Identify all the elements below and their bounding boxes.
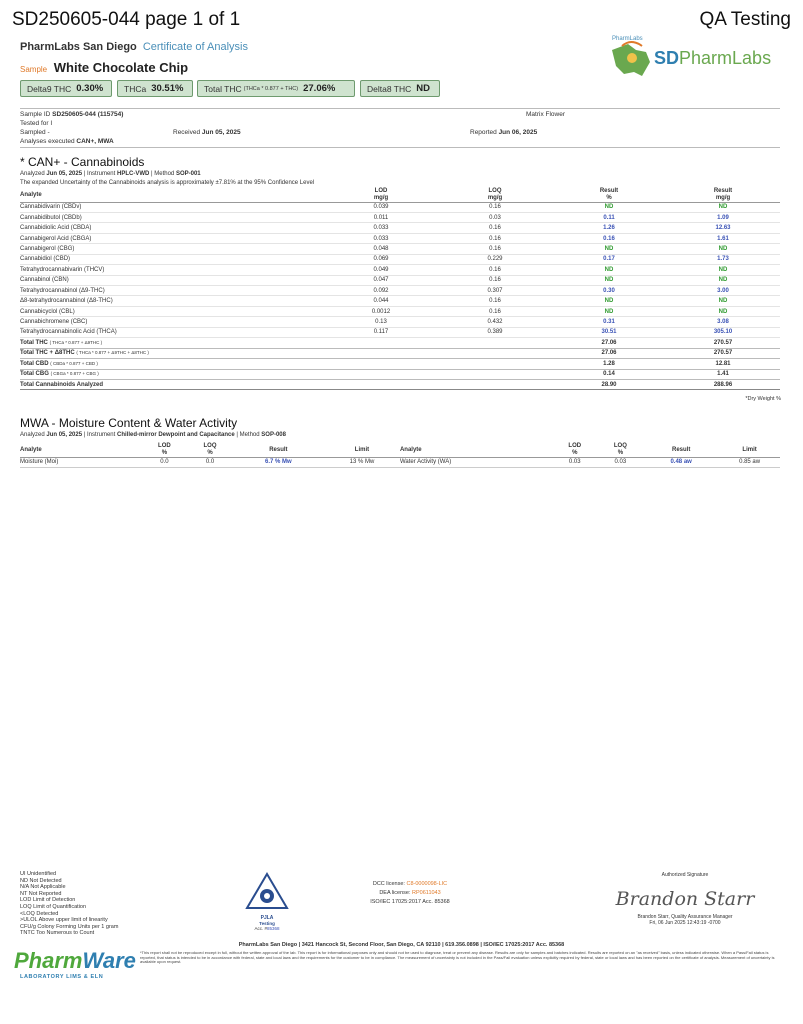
cell-analyte: Cannabidiol (CBD) bbox=[20, 254, 324, 264]
lab-name: PharmLabs San Diego bbox=[20, 41, 137, 53]
pjla-badge bbox=[232, 872, 302, 930]
cell-result: 0.48 aw bbox=[643, 457, 719, 467]
table-header bbox=[20, 443, 780, 457]
col-loq: LOQ % bbox=[187, 443, 233, 457]
received: Received Jun 05, 2025 bbox=[173, 129, 241, 136]
cell-result-pct: ND bbox=[552, 265, 666, 275]
cell-result-mg: ND bbox=[666, 202, 780, 212]
table-row bbox=[20, 212, 780, 222]
total-name: Total CBD bbox=[20, 360, 49, 367]
cell-analyte: Cannabicyclol (CBL) bbox=[20, 306, 324, 316]
col-analyte: Analyte bbox=[400, 443, 552, 457]
col-lod: LOD % bbox=[142, 443, 188, 457]
cell-total-mg: 1.41 bbox=[666, 369, 780, 379]
cell-lod: 0.044 bbox=[324, 296, 438, 306]
col-result: Result bbox=[643, 443, 719, 457]
pill-delta9-thc: Delta9 THC 0.30% bbox=[20, 80, 112, 97]
pill-thca: THCa 30.51% bbox=[117, 80, 193, 97]
footer-address: PharmLabs San Diego | 3421 Hancock St, Second Floor, San Diego, CA 92110 | 619.356.0898 | ISO/IEC 17025:2017 Acc. 85368 bbox=[238, 942, 565, 948]
cell-empty bbox=[324, 359, 438, 369]
cannabinoids-table bbox=[20, 188, 780, 390]
total-name: Total THC + Δ8THC bbox=[20, 350, 75, 357]
cell-lod: 0.03 bbox=[552, 457, 598, 467]
mwa-title: MWA - Moisture Content & Water Activity bbox=[20, 416, 238, 430]
table-row bbox=[20, 296, 780, 306]
cell-result-mg: 3.08 bbox=[666, 317, 780, 327]
cell-analyte: Cannabidivarin (CBDv) bbox=[20, 202, 324, 212]
legend-item: >ULOL Above upper limit of linearity bbox=[20, 917, 108, 924]
cell-analyte: Cannabidiolic Acid (CBDA) bbox=[20, 223, 324, 233]
cell-analyte: Cannabigerol (CBG) bbox=[20, 244, 324, 254]
pjla-acc: Acc. #85368 bbox=[254, 926, 280, 931]
cell-empty bbox=[438, 348, 552, 358]
dry-weight-note: *Dry Weight % bbox=[745, 396, 781, 402]
cell-result-pct: ND bbox=[552, 306, 666, 316]
total-row bbox=[20, 379, 780, 389]
cell-result-pct: ND bbox=[552, 275, 666, 285]
cell-result-pct: 30.51 bbox=[552, 327, 666, 337]
cell-loq: 0.16 bbox=[438, 233, 552, 243]
cell-total-name bbox=[20, 338, 324, 348]
cell-analyte: Δ8-tetrahydrocannabinol (Δ8-THC) bbox=[20, 296, 324, 306]
table-row bbox=[20, 275, 780, 285]
cell-total-mg: 288.96 bbox=[666, 379, 780, 389]
sample-id: Sample ID SD250605-044 (115754) bbox=[20, 111, 124, 118]
cell-result-mg: 12.63 bbox=[666, 223, 780, 233]
total-row bbox=[20, 369, 780, 379]
total-row bbox=[20, 338, 780, 348]
legend-item: ND Not Detected bbox=[20, 877, 62, 884]
cell-result-mg: 1.09 bbox=[666, 212, 780, 222]
cell-loq: 0.0 bbox=[187, 457, 233, 467]
cell-analyte: Cannabidibutol (CBDb) bbox=[20, 212, 324, 222]
cell-lod: 0.039 bbox=[324, 202, 438, 212]
pharmware-logo: PharmWare LABORATORY LIMS & ELN bbox=[14, 948, 136, 980]
sdpharmlabs-logo bbox=[606, 36, 781, 82]
tested-for: Tested for I bbox=[20, 120, 53, 127]
legend-item: UI Unidentified bbox=[20, 871, 57, 877]
abbreviation-legend bbox=[20, 871, 118, 937]
cell-analyte: Moisture (Moi) bbox=[20, 457, 142, 467]
cell-lod: 0.011 bbox=[324, 212, 438, 222]
table-row bbox=[20, 223, 780, 233]
cell-total-name bbox=[20, 359, 324, 369]
pjla-name: PJLA bbox=[260, 915, 274, 921]
table-row bbox=[20, 254, 780, 264]
table-row bbox=[20, 317, 780, 327]
cannabinoids-title: * CAN+ - Cannabinoids bbox=[20, 155, 145, 169]
cell-empty bbox=[438, 379, 552, 389]
cell-result-pct: 0.11 bbox=[552, 212, 666, 222]
table-row bbox=[20, 233, 780, 243]
licenses bbox=[340, 880, 480, 907]
legend-item: CFU/g Colony Forming Units per 1 gram bbox=[20, 923, 119, 930]
col-analyte: Analyte bbox=[20, 188, 324, 202]
coa-label: Certificate of Analysis bbox=[142, 41, 248, 53]
col-result: Result bbox=[233, 443, 324, 457]
cell-loq: 0.16 bbox=[438, 296, 552, 306]
cell-result-pct: 0.16 bbox=[552, 233, 666, 243]
cell-analyte: Cannabichromene (CBC) bbox=[20, 317, 324, 327]
cell-loq: 0.03 bbox=[598, 457, 644, 467]
signature-date: Fri, 06 Jun 2025 12:43:19 -0700 bbox=[649, 920, 721, 926]
cell-lod: 0.033 bbox=[324, 233, 438, 243]
pjla-accreditation-icon bbox=[245, 872, 289, 910]
col-loq: LOQ % bbox=[598, 443, 644, 457]
cell-result-mg: ND bbox=[666, 265, 780, 275]
signature-block bbox=[595, 872, 775, 926]
legend-item: LOQ Limit of Quantification bbox=[20, 903, 87, 910]
cell-total-mg: 12.81 bbox=[666, 359, 780, 369]
logo-badge: PharmLabs bbox=[612, 36, 643, 42]
cell-loq: 0.16 bbox=[438, 265, 552, 275]
cell-result: 6.7 % Mw bbox=[233, 457, 324, 467]
cell-empty bbox=[438, 369, 552, 379]
cell-limit: 0.85 aw bbox=[719, 457, 780, 467]
col-result-pct: Result % bbox=[552, 188, 666, 202]
cell-loq: 0.389 bbox=[438, 327, 552, 337]
table-row bbox=[20, 244, 780, 254]
col-analyte: Analyte bbox=[20, 443, 142, 457]
cell-total-pct: 28.90 bbox=[552, 379, 666, 389]
qa-testing-title: QA Testing bbox=[699, 9, 791, 30]
matrix: Matrix Flower bbox=[526, 111, 566, 118]
table-header bbox=[20, 188, 780, 202]
divider bbox=[20, 147, 780, 148]
signature-label: Authorized Signature bbox=[661, 872, 709, 878]
cell-lod: 0.048 bbox=[324, 244, 438, 254]
col-result-mg: Result mg/g bbox=[666, 188, 780, 202]
cell-total-name bbox=[20, 379, 324, 389]
pill-total-thc: Total THC (THCa * 0.877 + THC) 27.06% bbox=[197, 80, 355, 97]
pill-delta8-thc: Delta8 THC ND bbox=[360, 80, 440, 97]
total-formula: ( CBDa * 0.877 + CBD ) bbox=[50, 360, 98, 366]
sample-line bbox=[20, 60, 188, 75]
col-lod: LOD % bbox=[552, 443, 598, 457]
table-row bbox=[20, 327, 780, 337]
legend-item: <LOQ Detected bbox=[20, 910, 59, 917]
cell-analyte: Tetrahydrocannabinolic Acid (THCA) bbox=[20, 327, 324, 337]
cell-result-pct: 1.26 bbox=[552, 223, 666, 233]
mwa-table bbox=[20, 443, 780, 468]
divider bbox=[20, 108, 780, 109]
mwa-analysis-info: Analyzed Jun 05, 2025 | Instrument Chilled-mirror Dewpoint and Capacitance | Method SOP-008 bbox=[20, 432, 286, 438]
col-limit: Limit bbox=[324, 443, 400, 457]
analyses-executed: Analyses executed CAN+, MWA bbox=[20, 138, 114, 145]
cell-analyte: Tetrahydrocannabinol (Δ9-THC) bbox=[20, 286, 324, 296]
total-formula: ( THCa * 0.877 + Δ9THC ) bbox=[49, 339, 103, 345]
disclaimer: *This report shall not be reproduced except in full, without the written approval of the lab. This report is for informational purposes only and should not be used to diagnose, treat or prevent any disease. Results are only for samples and batches indicated. Results are reported on an "as received" basis, unless indicated otherwise. When a Pass/Fail status is reported, that status is intended to be in accordance with federal, state and local laws and the requirements for the customer to be in compliance. The measurement of uncertainty is not included in the Pass/Fail evaluation unless explicitly required by federal, state or local laws and has been reported on the certificate of analysis. Measurement of uncertainty is available upon request. bbox=[140, 950, 775, 965]
sample-label: Sample bbox=[20, 65, 48, 74]
table-row bbox=[20, 265, 780, 275]
legend-item: NT Not Reported bbox=[20, 890, 62, 897]
logo-text: SDPharmLabs bbox=[654, 48, 772, 68]
cannabinoids-analysis-info: Analyzed Jun 05, 2025 | Instrument HPLC-VWD | Method SOP-001 bbox=[20, 171, 201, 177]
cell-lod: 0.0012 bbox=[324, 306, 438, 316]
dea-license: DEA license: RP0611043 bbox=[379, 890, 441, 896]
cell-result-pct: 0.30 bbox=[552, 286, 666, 296]
cell-result-pct: 0.17 bbox=[552, 254, 666, 264]
table-row bbox=[20, 286, 780, 296]
cell-empty bbox=[324, 338, 438, 348]
cell-result-pct: ND bbox=[552, 244, 666, 254]
pjla-sub: Testing bbox=[259, 921, 275, 926]
table-row bbox=[20, 202, 780, 212]
cell-lod: 0.13 bbox=[324, 317, 438, 327]
total-name: Total CBG bbox=[20, 371, 49, 378]
cell-result-mg: 1.61 bbox=[666, 233, 780, 243]
total-row bbox=[20, 348, 780, 358]
cell-result-mg: ND bbox=[666, 306, 780, 316]
lab-line bbox=[20, 41, 248, 53]
california-map-icon bbox=[606, 36, 656, 82]
cell-total-name bbox=[20, 369, 324, 379]
legend-item: TNTC Too Numerous to Count bbox=[20, 930, 95, 937]
cell-lod: 0.092 bbox=[324, 286, 438, 296]
cell-limit: 13 % Mw bbox=[324, 457, 400, 467]
cell-total-pct: 1.28 bbox=[552, 359, 666, 369]
table-row bbox=[20, 457, 780, 467]
cell-total-pct: 0.14 bbox=[552, 369, 666, 379]
cannabinoids-body bbox=[20, 202, 780, 390]
cell-empty bbox=[324, 379, 438, 389]
total-name: Total THC bbox=[20, 339, 48, 346]
sampled: Sampled - bbox=[20, 129, 50, 136]
cell-loq: 0.16 bbox=[438, 244, 552, 254]
cell-analyte: Tetrahydrocannabivarin (THCV) bbox=[20, 265, 324, 275]
legend-item: N/A Not Applicable bbox=[20, 884, 66, 891]
cell-result-mg: 3.00 bbox=[666, 286, 780, 296]
total-name: Total Cannabinoids Analyzed bbox=[20, 381, 104, 388]
cell-lod: 0.047 bbox=[324, 275, 438, 285]
cell-result-pct: ND bbox=[552, 202, 666, 212]
cell-lod: 0.049 bbox=[324, 265, 438, 275]
col-loq: LOQ mg/g bbox=[438, 188, 552, 202]
cell-result-mg: 305.10 bbox=[666, 327, 780, 337]
cell-total-mg: 270.57 bbox=[666, 338, 780, 348]
cell-loq: 0.16 bbox=[438, 223, 552, 233]
cell-loq: 0.16 bbox=[438, 202, 552, 212]
cell-empty bbox=[438, 359, 552, 369]
cell-analyte: Cannabinol (CBN) bbox=[20, 275, 324, 285]
cell-total-name bbox=[20, 348, 324, 358]
sample-name: White Chocolate Chip bbox=[53, 60, 189, 75]
cell-result-mg: 1.73 bbox=[666, 254, 780, 264]
cell-total-mg: 270.57 bbox=[666, 348, 780, 358]
cell-loq: 0.229 bbox=[438, 254, 552, 264]
legend-item: LOD Limit of Detection bbox=[20, 897, 76, 904]
dcc-license: DCC license: C8-0000098-LIC bbox=[372, 881, 448, 887]
cell-empty bbox=[324, 348, 438, 358]
cell-result-mg: ND bbox=[666, 296, 780, 306]
document-title: SD250605-044 page 1 of 1 bbox=[12, 9, 241, 30]
cell-lod: 0.0 bbox=[142, 457, 188, 467]
cell-result-mg: ND bbox=[666, 275, 780, 285]
cell-total-pct: 27.06 bbox=[552, 338, 666, 348]
cell-analyte: Cannabigerol Acid (CBGA) bbox=[20, 233, 324, 243]
cell-lod: 0.117 bbox=[324, 327, 438, 337]
cell-analyte: Water Activity (WA) bbox=[400, 457, 552, 467]
iso-license: ISO/IEC 17025:2017 Acc. 85368 bbox=[370, 899, 450, 905]
cell-lod: 0.069 bbox=[324, 254, 438, 264]
handwritten-signature: Brandon Starr bbox=[615, 888, 755, 910]
total-formula: ( THCa * 0.877 + Δ9THC + Δ8THC ) bbox=[76, 350, 149, 356]
signer-name: Brandon Starr, Quality Assurance Manager bbox=[637, 914, 733, 920]
cell-lod: 0.033 bbox=[324, 223, 438, 233]
cell-result-pct: 0.31 bbox=[552, 317, 666, 327]
col-limit: Limit bbox=[719, 443, 780, 457]
cell-loq: 0.16 bbox=[438, 275, 552, 285]
uncertainty-note: The expanded Uncertainty of the Cannabinoids analysis is approximately ±7.81% at the 95% Confidence Level bbox=[20, 180, 315, 186]
cell-result-pct: ND bbox=[552, 296, 666, 306]
cell-empty bbox=[438, 338, 552, 348]
cell-empty bbox=[324, 369, 438, 379]
cell-total-pct: 27.06 bbox=[552, 348, 666, 358]
col-lod: LOD mg/g bbox=[324, 188, 438, 202]
cell-result-mg: ND bbox=[666, 244, 780, 254]
total-formula: ( CBGa * 0.877 + CBG ) bbox=[50, 371, 99, 377]
cell-loq: 0.307 bbox=[438, 286, 552, 296]
cell-loq: 0.16 bbox=[438, 306, 552, 316]
cell-loq: 0.03 bbox=[438, 212, 552, 222]
reported: Reported Jun 06, 2025 bbox=[470, 129, 538, 136]
total-row bbox=[20, 359, 780, 369]
cell-loq: 0.432 bbox=[438, 317, 552, 327]
table-row bbox=[20, 306, 780, 316]
